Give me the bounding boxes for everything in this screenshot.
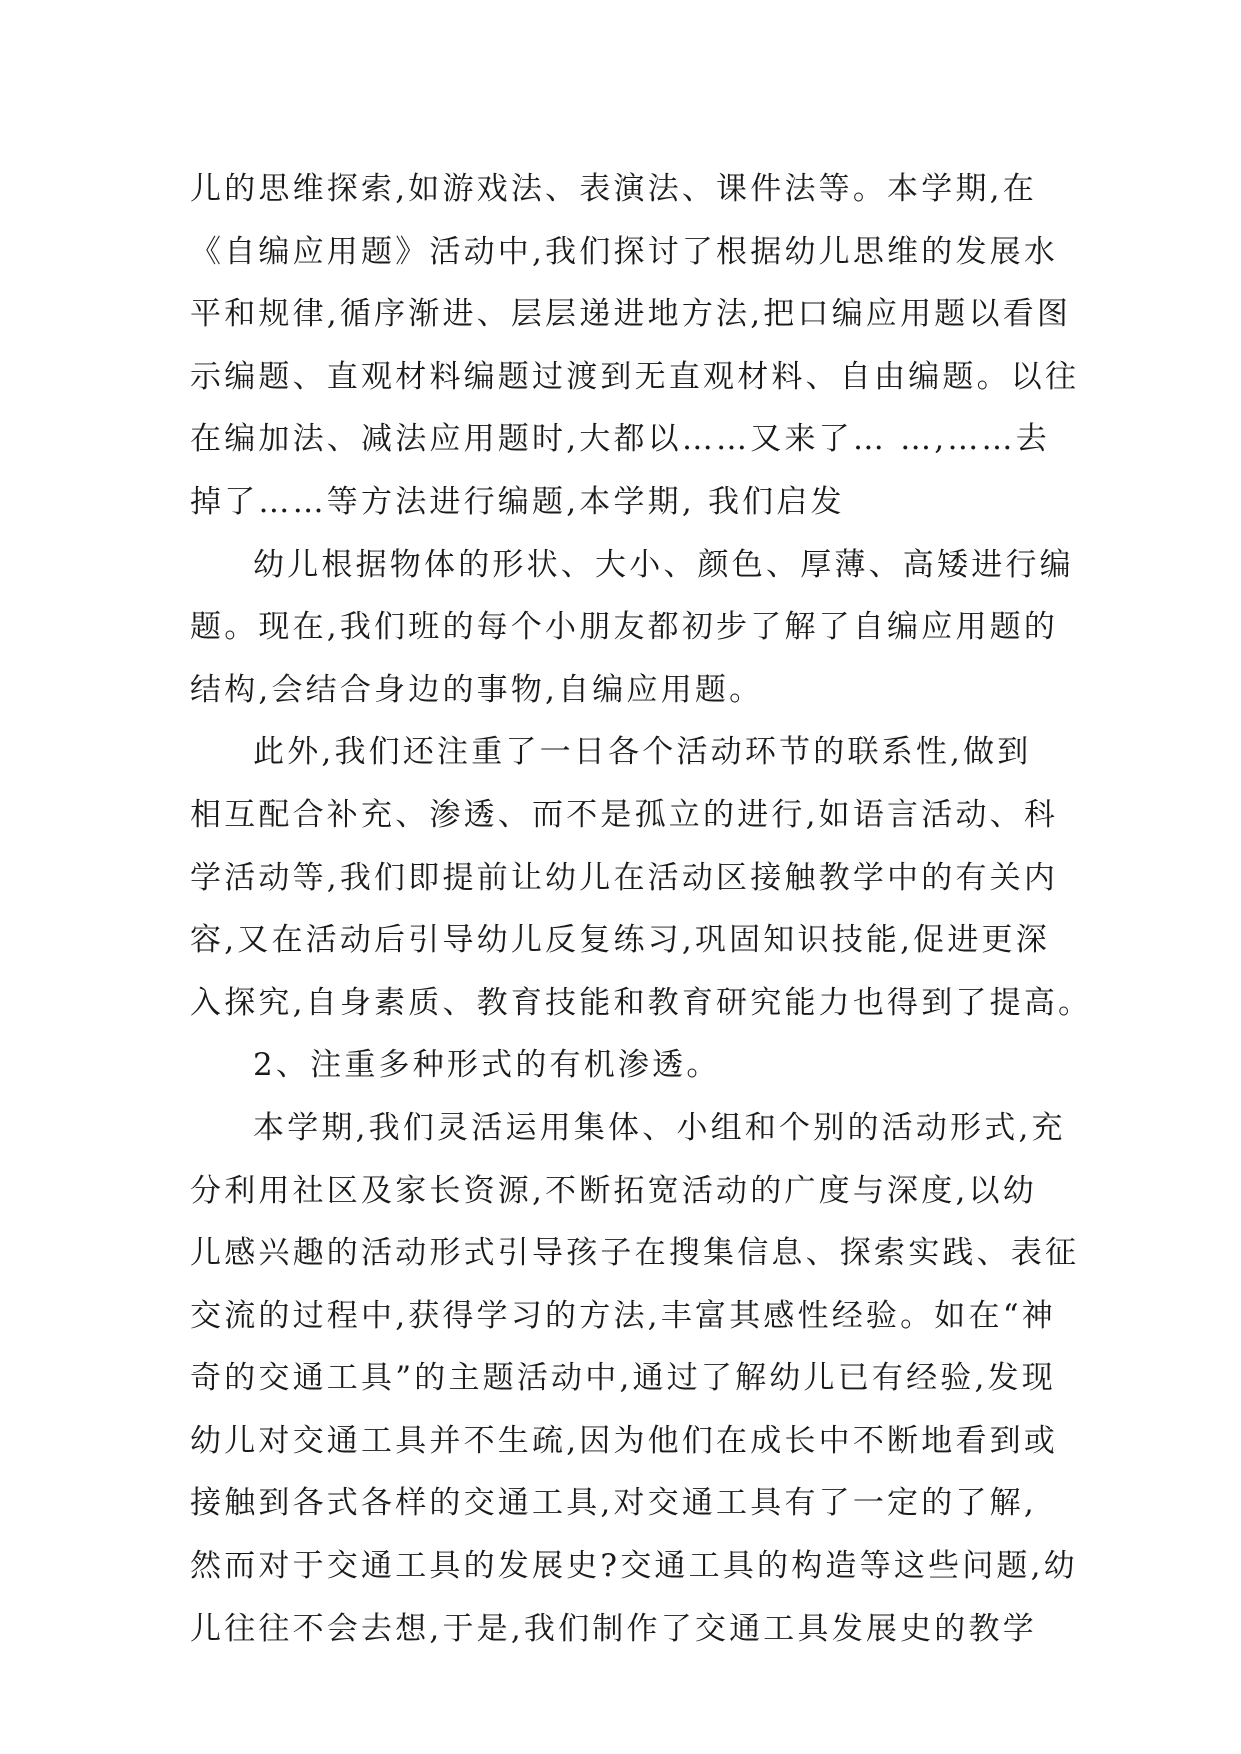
text-line: 然而对于交通工具的发展史?交通工具的构造等这些问题,幼 bbox=[190, 1548, 1078, 1585]
text-line: 交流的过程中,获得学习的方法,丰富其感性经验。如在“神 bbox=[190, 1297, 1056, 1334]
text-line: 入探究,自身素质、教育技能和教育研究能力也得到了提高。 bbox=[190, 984, 1093, 1021]
text-line: 幼儿根据物体的形状、大小、颜色、厚薄、高矮进行编 bbox=[253, 546, 1074, 583]
text-line: 《自编应用题》活动中,我们探讨了根据幼儿思维的发展水 bbox=[190, 233, 1059, 270]
text-line: 题。现在,我们班的每个小朋友都初步了解了自编应用题的 bbox=[190, 609, 1059, 646]
text-line: 学活动等,我们即提前让幼儿在活动区接触教学中的有关内 bbox=[190, 859, 1059, 896]
text-line: 容,又在活动后引导幼儿反复练习,巩固知识技能,促进更深 bbox=[190, 922, 1050, 959]
text-line: 平和规律,循序渐进、层层递进地方法,把口编应用题以看图 bbox=[190, 296, 1072, 333]
text-line: 此外,我们还注重了一日各个活动环节的联系性,做到 bbox=[253, 734, 1032, 771]
text-line: 2、注重多种形式的有机渗透。 bbox=[253, 1047, 721, 1084]
text-line: 在编加法、减法应用题时,大都以……又来了… …,……去 bbox=[190, 421, 1050, 458]
text-line: 分利用社区及家长资源,不断拓宽活动的广度与深度,以幼 bbox=[190, 1172, 1037, 1209]
document-body bbox=[190, 158, 1093, 1660]
text-line: 奇的交通工具”的主题活动中,通过了解幼儿已有经验,发现 bbox=[190, 1360, 1056, 1397]
text-line: 儿往往不会去想,于是,我们制作了交通工具发展史的教学 bbox=[190, 1610, 1037, 1647]
text-line: 相互配合补充、渗透、而不是孤立的进行,如语言活动、科 bbox=[190, 796, 1059, 833]
text-line: 幼儿对交通工具并不生疏,因为他们在成长中不断地看到或 bbox=[190, 1422, 1059, 1459]
text-line: 儿的思维探索,如游戏法、表演法、课件法等。本学期,在 bbox=[190, 171, 1037, 207]
text-line: 结构,会结合身边的事物,自编应用题。 bbox=[190, 671, 764, 708]
text-line: 本学期,我们灵活运用集体、小组和个别的活动形式,充 bbox=[253, 1109, 1066, 1146]
text-line: 示编题、直观材料编题过渡到无直观材料、自由编题。以往 bbox=[190, 358, 1080, 395]
text-line: 掉了……等方法进行编题,本学期, 我们启发 bbox=[190, 483, 845, 520]
text-line: 接触到各式各样的交通工具,对交通工具有了一定的了解, bbox=[190, 1485, 1037, 1522]
text-line: 儿感兴趣的活动形式引导孩子在搜集信息、探索实践、表征 bbox=[190, 1235, 1080, 1272]
